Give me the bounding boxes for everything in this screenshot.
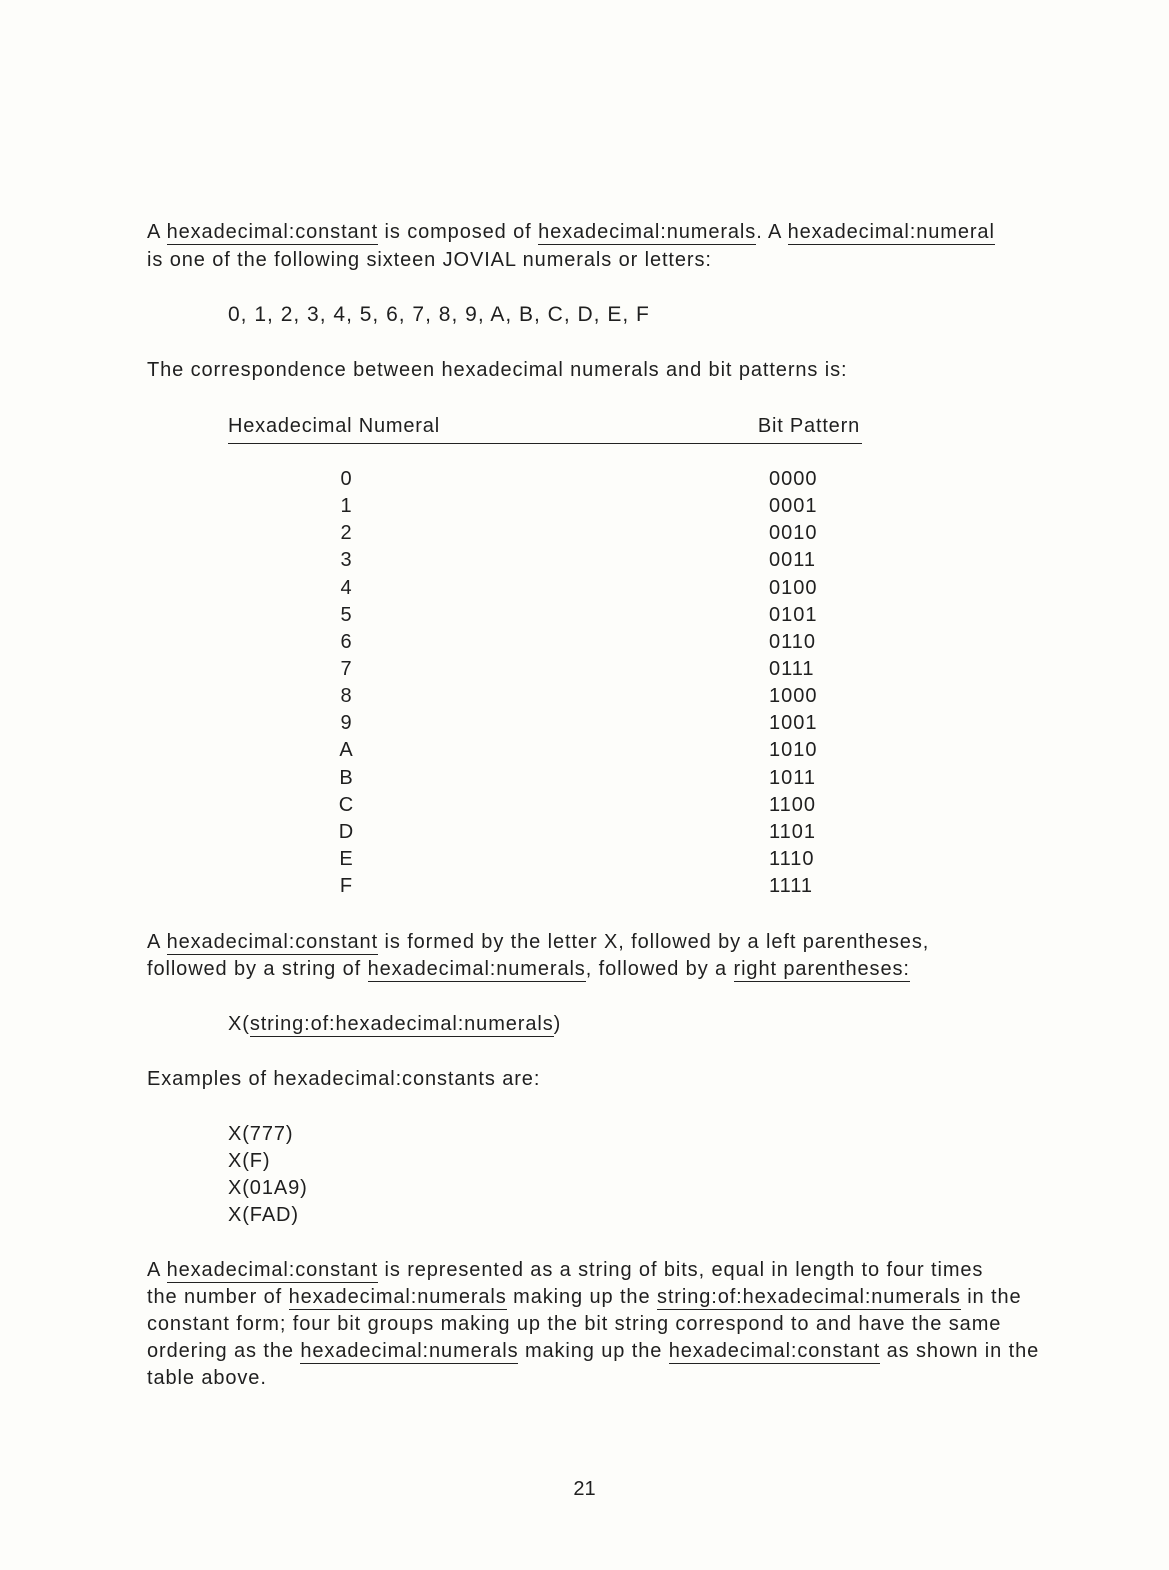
table-row [228,765,862,792]
bits-cell: 0110 [769,630,817,653]
term-string-of-hexadecimal-numerals: string:of:hexadecimal:numerals [249,1013,554,1035]
correspondence-sentence: The correspondence between hexadecimal numerals and bit patterns is: [147,359,848,381]
form-line-1 [147,929,929,956]
term-hexadecimal-numeral: hexadecimal:numeral [787,221,995,243]
bits-cell: 1111 [769,875,814,898]
term-hexadecimal-numerals: hexadecimal:numerals [367,958,586,980]
term-string-of-hexadecimal-numerals: string:of:hexadecimal:numerals [656,1286,961,1308]
hex-cell: A [339,739,353,762]
example-item: X(01A9) [228,1177,308,1199]
hex-cell: 5 [340,603,352,626]
text-span: A [147,1259,167,1281]
numeral-list: 0, 1, 2, 3, 4, 5, 6, 7, 8, 9, A, B, C, D, E, F [228,303,650,326]
text-span: is composed of [378,221,539,243]
representation-line-4 [147,1338,1039,1365]
term-hexadecimal-constant: hexadecimal:constant [166,1259,379,1281]
bits-cell: 0111 [769,657,815,680]
bits-cell: 1001 [769,712,818,735]
hex-cell: D [338,820,354,843]
text-span: X( [228,1013,250,1035]
bits-cell: 0000 [769,468,818,490]
hex-cell: E [339,847,353,870]
table-row [228,846,862,873]
bits-cell: 1010 [769,739,818,762]
hex-cell: 6 [340,630,352,653]
examples-label: Examples of hexadecimal:constants are: [147,1068,541,1090]
text-span: the number of [147,1286,289,1308]
hex-cell: 7 [340,657,352,680]
text-span: is represented as a string of bits, equal in length to four times [378,1259,984,1281]
table-row [228,656,862,683]
representation-line-1 [147,1257,983,1284]
example-item: X(777) [228,1123,294,1145]
hex-bit-table [228,466,862,900]
text-span: , followed by a [585,958,734,980]
bits-cell: 0010 [769,522,818,545]
term-hexadecimal-constant: hexadecimal:constant [166,931,379,953]
hex-cell: C [338,793,354,816]
bits-cell: 0011 [769,549,817,572]
table-row [228,520,862,547]
page-number: 21 [573,1478,596,1500]
hex-cell: 9 [340,712,352,735]
text-span: in the [960,1286,1022,1308]
bits-cell: 1000 [769,685,818,708]
text-span: ) [553,1013,562,1035]
term-hexadecimal-numerals: hexadecimal:numerals [300,1340,519,1362]
text-span: A [147,931,167,953]
table-header [228,413,862,444]
form-line-2 [147,956,910,983]
table-row [228,792,862,819]
intro-line-2: is one of the following sixteen JOVIAL numerals or letters: [147,249,712,271]
table-row [228,683,862,710]
representation-line-5: table above. [147,1367,267,1389]
bits-cell: 1101 [769,820,817,843]
term-hexadecimal-numerals: hexadecimal:numerals [288,1286,507,1308]
representation-line-2 [147,1284,1022,1311]
table-row [228,873,862,900]
text-span: . A [756,221,788,243]
intro-line-1 [147,219,995,246]
table-row [228,493,862,520]
text-span: as shown in the [880,1340,1040,1362]
term-hexadecimal-numerals: hexadecimal:numerals [538,221,757,243]
bits-cell: 1100 [769,793,817,816]
text-span: A [147,221,167,243]
table-row [228,575,862,602]
bits-cell: 1110 [769,847,815,870]
syntax-line [228,1011,561,1038]
example-item: X(FAD) [228,1204,299,1226]
text-span: making up the [506,1286,657,1308]
term-hexadecimal-constant: hexadecimal:constant [166,221,379,243]
text-span: followed by a string of [147,958,368,980]
hex-cell: 1 [340,495,352,518]
hex-cell: 2 [340,522,352,545]
term-hexadecimal-constant: hexadecimal:constant [668,1340,881,1362]
term-right-parentheses: right parentheses: [733,958,910,980]
hex-cell: 3 [340,549,352,572]
hex-cell: 4 [340,576,352,599]
table-row [228,629,862,656]
hex-cell: F [339,875,353,898]
hex-cell: B [339,766,353,789]
hex-cell: 0 [340,468,352,490]
table-row [228,710,862,737]
text-span: ordering as the [147,1340,301,1362]
bits-cell: 0100 [769,576,818,599]
example-item: X(F) [228,1150,271,1172]
header-bit-pattern: Bit Pattern [757,415,860,437]
hex-cell: 8 [340,685,352,708]
table-row [228,737,862,764]
text-span: making up the [518,1340,669,1362]
representation-line-3: constant form; four bit groups making up the bit string correspond to and have the same [147,1313,1002,1335]
table-row [228,466,862,493]
table-row [228,819,862,846]
table-row [228,547,862,574]
bits-cell: 0101 [769,603,818,626]
bits-cell: 0001 [769,495,818,518]
table-row [228,602,862,629]
text-span: is formed by the letter X, followed by a left parentheses, [378,931,930,953]
bits-cell: 1011 [769,766,817,789]
header-hexadecimal-numeral: Hexadecimal Numeral [228,415,440,437]
